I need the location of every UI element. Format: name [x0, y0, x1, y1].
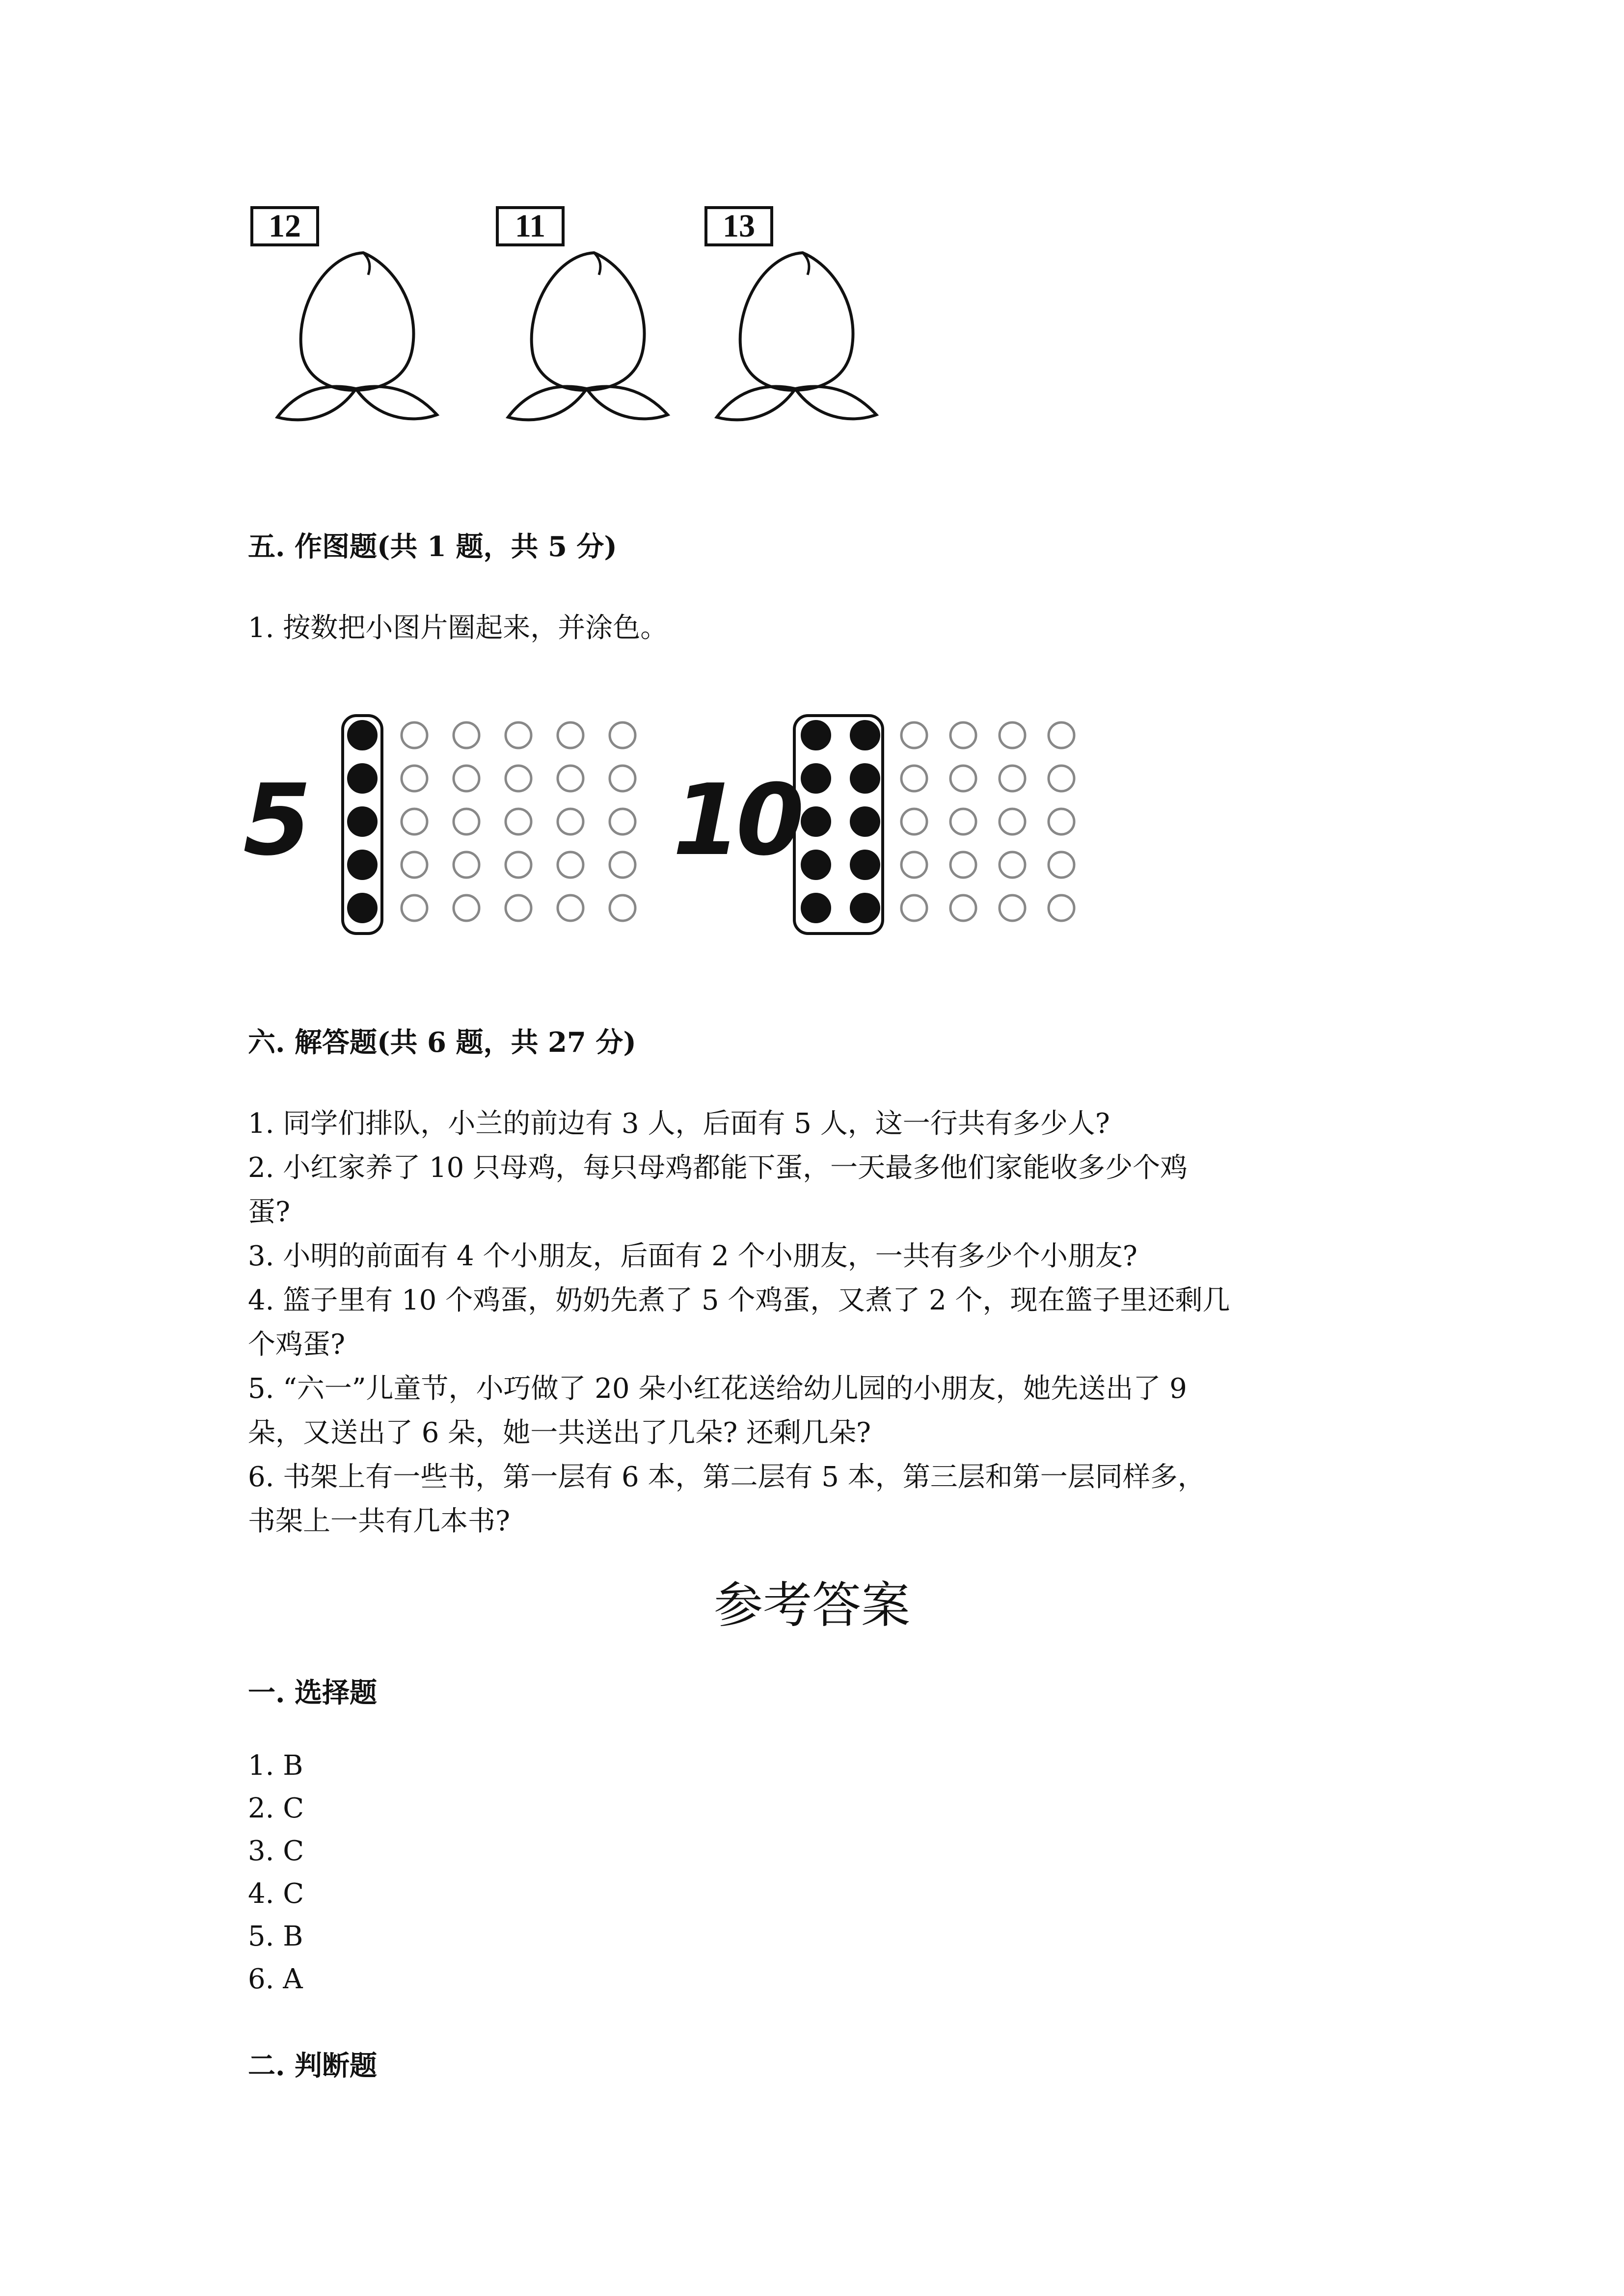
empty-dot: [402, 895, 427, 921]
question-line: 3. 小明的前面有 4 个小朋友，后面有 2 个小朋友，一共有多少个小朋友?: [248, 1240, 1137, 1272]
question-line: 朵，又送出了 6 朵，她一共送出了几朵? 还剩几朵?: [248, 1417, 871, 1449]
dot-grid-10: [790, 712, 1095, 942]
question-line: 6. 书架上有一些书，第一层有 6 本，第二层有 5 本，第三层和第一层同样多，: [248, 1461, 1205, 1493]
empty-dot: [950, 766, 976, 791]
filled-dot: [348, 893, 377, 923]
group-number-10: 10: [673, 763, 800, 878]
empty-dot: [454, 722, 479, 748]
filled-dot: [348, 721, 377, 750]
question-line: 个鸡蛋?: [248, 1329, 346, 1361]
answer-key-title: 参考答案: [714, 1576, 910, 1634]
empty-dot: [950, 895, 976, 921]
empty-dot: [610, 895, 635, 921]
empty-dot: [1000, 722, 1025, 748]
empty-dot: [402, 722, 427, 748]
empty-dot: [901, 722, 927, 748]
section-5-title: 五. 作图题(共 1 题，共 5 分): [248, 531, 617, 563]
answer-item: 4. C: [248, 1878, 304, 1910]
peach-2: [496, 206, 707, 432]
empty-dot: [454, 766, 479, 791]
filled-dot: [348, 850, 377, 880]
empty-dot: [1000, 809, 1025, 834]
filled-dot: [850, 721, 880, 750]
filled-dot: [850, 893, 880, 923]
empty-dot: [610, 722, 635, 748]
question-line: 1. 同学们排队，小兰的前边有 3 人，后面有 5 人，这一行共有多少人?: [248, 1108, 1110, 1140]
empty-dot: [950, 722, 976, 748]
empty-dot: [901, 852, 927, 878]
section-6-title: 六. 解答题(共 6 题，共 27 分): [248, 1026, 636, 1059]
empty-dot: [454, 852, 479, 878]
empty-dot: [558, 809, 583, 834]
answer-item: 1. B: [248, 1750, 303, 1782]
peach-number-tag: 13: [704, 206, 773, 246]
empty-dot: [610, 766, 635, 791]
answer-item: 3. C: [248, 1835, 304, 1867]
empty-dot: [506, 895, 531, 921]
empty-dot: [1000, 766, 1025, 791]
filled-dot: [801, 764, 831, 793]
peach-1: [250, 206, 461, 432]
dot-grid-5: [339, 712, 643, 942]
empty-dot: [558, 895, 583, 921]
empty-dot: [558, 766, 583, 791]
filled-dot: [801, 721, 831, 750]
section-5-question: 1. 按数把小图片圈起来，并涂色。: [248, 612, 668, 644]
empty-dot: [402, 852, 427, 878]
empty-dot: [901, 809, 927, 834]
filled-dot: [801, 807, 831, 836]
empty-dot: [506, 722, 531, 748]
question-line: 5. “六一”儿童节，小巧做了 20 朵小红花送给幼儿园的小朋友，她先送出了 9: [248, 1373, 1187, 1405]
question-line: 2. 小红家养了 10 只母鸡，每只母鸡都能下蛋，一天最多他们家能收多少个鸡: [248, 1152, 1188, 1184]
filled-dot: [850, 807, 880, 836]
empty-dot: [610, 809, 635, 834]
question-line: 4. 篮子里有 10 个鸡蛋，奶奶先煮了 5 个鸡蛋，又煮了 2 个，现在篮子里还剩几: [248, 1284, 1230, 1316]
empty-dot: [950, 809, 976, 834]
answer-item: 2. C: [248, 1792, 304, 1824]
filled-dot: [850, 850, 880, 880]
empty-dot: [402, 766, 427, 791]
answer-item: 5. B: [248, 1921, 303, 1952]
empty-dot: [950, 852, 976, 878]
empty-dot: [454, 895, 479, 921]
empty-dot: [558, 852, 583, 878]
empty-dot: [1049, 766, 1074, 791]
empty-dot: [558, 722, 583, 748]
filled-dot: [850, 764, 880, 793]
peach-number-tag: 12: [250, 206, 319, 246]
question-line: 书架上一共有几本书?: [248, 1505, 511, 1537]
answers-section-2-title: 二. 判断题: [248, 2050, 377, 2082]
empty-dot: [402, 809, 427, 834]
empty-dot: [1049, 895, 1074, 921]
empty-dot: [1049, 852, 1074, 878]
empty-dot: [506, 852, 531, 878]
empty-dot: [506, 766, 531, 791]
peach-number-tag: 11: [496, 206, 565, 246]
answer-item: 6. A: [248, 1963, 303, 1995]
peach-3: [704, 206, 916, 432]
question-line: 蛋?: [248, 1196, 291, 1228]
filled-dot: [801, 850, 831, 880]
empty-dot: [1000, 852, 1025, 878]
filled-dot: [801, 893, 831, 923]
answers-section-1-title: 一. 选择题: [248, 1677, 377, 1709]
empty-dot: [454, 809, 479, 834]
empty-dot: [506, 809, 531, 834]
filled-dot: [348, 807, 377, 836]
empty-dot: [901, 895, 927, 921]
empty-dot: [1049, 722, 1074, 748]
empty-dot: [1000, 895, 1025, 921]
empty-dot: [901, 766, 927, 791]
filled-dot: [348, 764, 377, 793]
empty-dot: [610, 852, 635, 878]
empty-dot: [1049, 809, 1074, 834]
group-number-5: 5: [243, 763, 307, 878]
